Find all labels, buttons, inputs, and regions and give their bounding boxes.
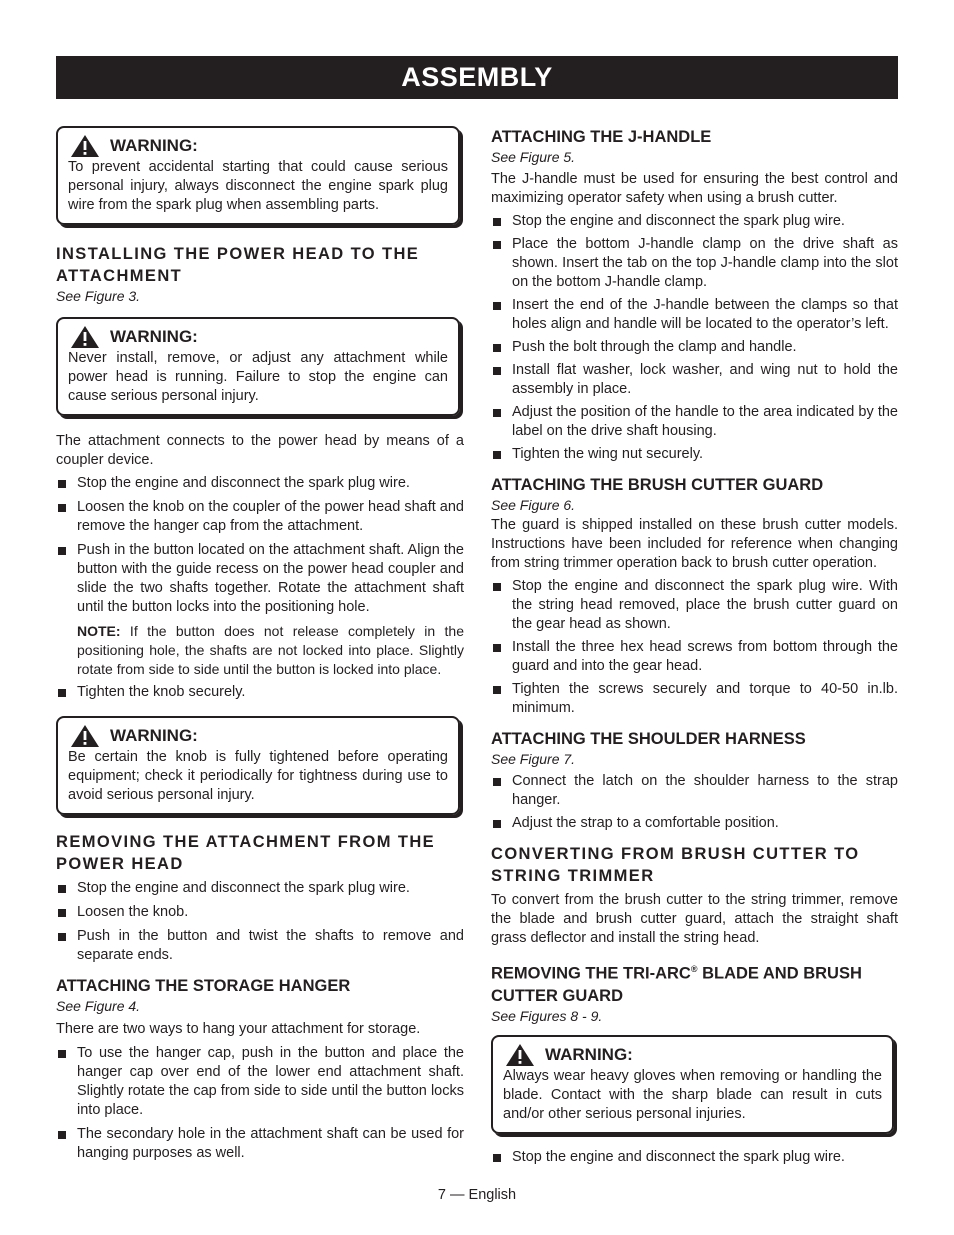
paragraph: The J-handle must be used for ensuring the best control and maximizing operator safety when using a brush cutter. bbox=[491, 171, 898, 206]
warning-title: WARNING: bbox=[110, 726, 198, 745]
paragraph: The guard is shipped installed on these brush cutter models. Instructions have been included for reference when changing from string trimmer operation back to brush cutter operation. bbox=[491, 517, 898, 571]
list-item: Tighten the screws securely and torque to 40-50 in.lb. minimum. bbox=[491, 680, 898, 718]
list-item: Tighten the wing nut securely. bbox=[491, 445, 898, 464]
list-item: Install the three hex head screws from bottom through the guard and into the gear head. bbox=[491, 638, 898, 676]
paragraph: There are two ways to hang your attachment for storage. bbox=[56, 1021, 421, 1037]
list-item: Tighten the knob securely. bbox=[56, 683, 464, 702]
section-heading: ATTACHING THE STORAGE HANGER bbox=[56, 977, 351, 995]
list-item: Insert the end of the J-handle between the clamps so that holes align and handle will be located to the operator’s left. bbox=[491, 296, 898, 334]
note bbox=[56, 622, 464, 679]
warning-triangle-icon bbox=[70, 134, 100, 158]
warning-title: WARNING: bbox=[110, 136, 198, 155]
warning-box bbox=[56, 126, 460, 225]
list-item: Stop the engine and disconnect the spark plug wire. With the string head removed, place the brush cutter guard on the gear head as shown. bbox=[491, 577, 898, 634]
section-heading: REMOVING THE TRI-ARC® BLADE AND BRUSH CUTTER GUARD bbox=[491, 964, 862, 1005]
figure-reference: See Figure 3. bbox=[56, 288, 141, 304]
list-item: Adjust the strap to a comfortable position. bbox=[491, 814, 898, 833]
warning-triangle-icon bbox=[505, 1043, 535, 1067]
paragraph: To convert from the brush cutter to the string trimmer, remove the blade and brush cutter guard, attach the straight shaft grass deflector and install the string head. bbox=[491, 892, 898, 946]
warning-title: WARNING: bbox=[545, 1044, 633, 1064]
figure-reference: See Figure 5. bbox=[491, 149, 576, 165]
warning-text: To prevent accidental starting that could cause serious personal injury, always disconnect the engine spark plug wire from the spark plug when assembling parts. bbox=[68, 159, 448, 213]
left-column bbox=[56, 126, 464, 1163]
section-heading: ATTACHING THE SHOULDER HARNESS bbox=[491, 730, 806, 748]
list-item: Stop the engine and disconnect the spark plug wire. bbox=[491, 212, 898, 231]
warning-box bbox=[491, 1035, 894, 1134]
list-item: To use the hanger cap, push in the button and place the hanger cap over end of the lower end attachment shaft. Slightly rotate the cap from side to side until the button locks into place. bbox=[56, 1044, 464, 1120]
list-item: Stop the engine and disconnect the spark plug wire. bbox=[56, 474, 464, 493]
warning-box bbox=[56, 317, 460, 416]
warning-triangle-icon bbox=[70, 325, 100, 349]
section-heading: INSTALLING THE POWER HEAD TO THE ATTACHMENT bbox=[56, 245, 420, 285]
list-item: Push in the button and twist the shafts to remove and separate ends. bbox=[56, 927, 464, 965]
warning-text: Never install, remove, or adjust any attachment while power head is running. Failure to stop the engine can cause serious personal injury. bbox=[68, 350, 448, 404]
section-heading: ATTACHING THE J-HANDLE bbox=[491, 128, 712, 146]
section-heading: REMOVING THE ATTACHMENT FROM THE POWER HEAD bbox=[56, 833, 436, 873]
warning-title: WARNING: bbox=[110, 327, 198, 346]
paragraph: The attachment connects to the power head by means of a coupler device. bbox=[56, 433, 464, 468]
note-label: NOTE: bbox=[77, 623, 121, 639]
list-item: Place the bottom J-handle clamp on the drive shaft as shown. Insert the tab on the top J-handle clamp into the slot on the bottom J-handle clamp. bbox=[491, 235, 898, 292]
warning-text: Always wear heavy gloves when removing or handling the blade. Contact with the sharp blade can result in cuts and/or other serious personal injuries. bbox=[503, 1067, 882, 1122]
note-text: If the button does not release completely in the positioning hole, the shafts are not locked into place. Slightly rotate from side to side until the button is locked into place. bbox=[77, 623, 464, 677]
list-item: Push the bolt through the clamp and handle. bbox=[491, 338, 898, 357]
figure-reference: See Figure 7. bbox=[491, 751, 576, 767]
list-item: Adjust the position of the handle to the area indicated by the label on the drive shaft housing. bbox=[491, 403, 898, 441]
list-item: Install flat washer, lock washer, and wing nut to hold the assembly in place. bbox=[491, 361, 898, 399]
list-item: Stop the engine and disconnect the spark plug wire. bbox=[491, 1148, 898, 1167]
list-item: Stop the engine and disconnect the spark plug wire. bbox=[56, 879, 464, 898]
page-footer: 7 — English bbox=[437, 1187, 517, 1203]
page-title: ASSEMBLY bbox=[56, 56, 898, 99]
list-item: The secondary hole in the attachment shaft can be used for hanging purposes as well. bbox=[56, 1125, 464, 1163]
figure-reference: See Figure 6. bbox=[491, 497, 576, 513]
warning-text: Be certain the knob is fully tightened before operating equipment; check it periodically for tightness during use to avoid serious personal injury. bbox=[68, 749, 448, 803]
figure-reference: See Figures 8 - 9. bbox=[491, 1007, 603, 1024]
figure-reference: See Figure 4. bbox=[56, 998, 141, 1014]
list-item: Loosen the knob on the coupler of the power head shaft and remove the hanger cap from the attachment. bbox=[56, 498, 464, 536]
list-item: Push in the button located on the attachment shaft. Align the button with the guide recess on the power head coupler and slide the two shafts together. Rotate the attachment shaft until the button locks into the positioning hole. bbox=[56, 541, 464, 617]
list-item: Loosen the knob. bbox=[56, 903, 464, 922]
right-column bbox=[491, 126, 898, 1167]
install-steps bbox=[56, 474, 464, 617]
warning-triangle-icon bbox=[70, 724, 100, 748]
warning-box bbox=[56, 716, 460, 815]
section-heading: CONVERTING FROM BRUSH CUTTER TO STRING TRIMMER bbox=[491, 845, 860, 885]
list-item: Connect the latch on the shoulder harness to the strap hanger. bbox=[491, 772, 898, 810]
section-heading: ATTACHING THE BRUSH CUTTER GUARD bbox=[491, 476, 824, 494]
